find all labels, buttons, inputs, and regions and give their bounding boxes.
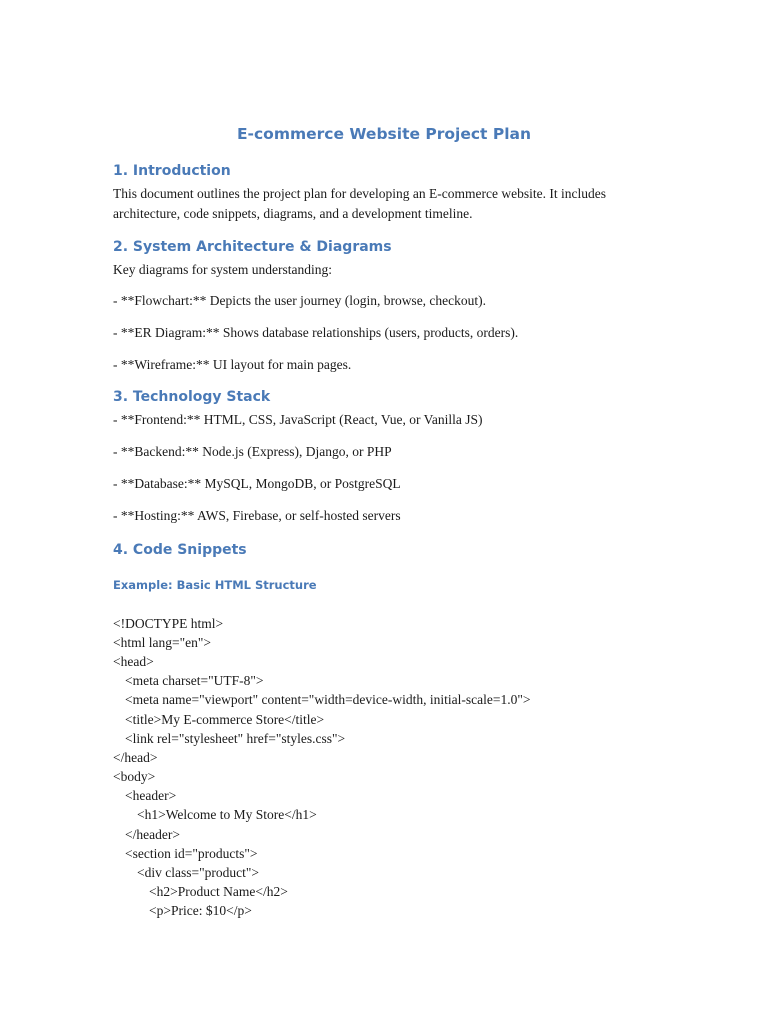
code-line: <!DOCTYPE html> — [113, 616, 224, 631]
tech-stack-list-item: - **Frontend:** HTML, CSS, JavaScript (React, Vue, or Vanilla JS) — [113, 412, 483, 427]
tech-stack-list-item: - **Database:** MySQL, MongoDB, or PostgreSQL — [113, 476, 401, 491]
code-line: <html lang="en"> — [113, 635, 211, 650]
code-line: <div class="product"> — [137, 865, 259, 880]
architecture-intro: Key diagrams for system understanding: — [113, 262, 332, 277]
section-heading-code-snippets: 4. Code Snippets — [113, 542, 247, 558]
section-heading-introduction: 1. Introduction — [113, 163, 231, 179]
code-line: <section id="products"> — [125, 846, 258, 861]
architecture-list-item: - **Flowchart:** Depicts the user journey (login, browse, checkout). — [113, 293, 487, 308]
section-heading-architecture: 2. System Architecture & Diagrams — [113, 239, 392, 255]
document-title: E-commerce Website Project Plan — [236, 125, 532, 143]
code-line: </header> — [125, 827, 180, 842]
code-line: <meta name="viewport" content="width=device-width, initial-scale=1.0"> — [125, 692, 531, 707]
code-line: <title>My E-commerce Store</title> — [125, 712, 325, 727]
code-line: <header> — [125, 788, 177, 803]
code-line: <p>Price: $10</p> — [149, 903, 252, 918]
architecture-list-item: - **ER Diagram:** Shows database relationships (users, products, orders). — [113, 325, 519, 340]
code-line: <body> — [113, 769, 156, 784]
code-line: </head> — [113, 750, 158, 765]
code-line: <head> — [113, 654, 154, 669]
architecture-list-item: - **Wireframe:** UI layout for main pages. — [113, 357, 352, 372]
code-example-subheading: Example: Basic HTML Structure — [113, 578, 317, 592]
code-line: <meta charset="UTF-8"> — [125, 673, 264, 688]
tech-stack-list-item: - **Hosting:** AWS, Firebase, or self-hosted servers — [113, 508, 401, 523]
tech-stack-list-item: - **Backend:** Node.js (Express), Django, or PHP — [113, 444, 392, 459]
section-heading-tech-stack: 3. Technology Stack — [113, 389, 271, 405]
code-line: <h1>Welcome to My Store</h1> — [137, 807, 317, 822]
introduction-paragraph-line: This document outlines the project plan for developing an E-commerce website. It includes — [113, 186, 606, 201]
introduction-paragraph-line: architecture, code snippets, diagrams, and a development timeline. — [113, 206, 473, 221]
code-line: <link rel="stylesheet" href="styles.css"> — [125, 731, 346, 746]
code-line: <h2>Product Name</h2> — [149, 884, 288, 899]
